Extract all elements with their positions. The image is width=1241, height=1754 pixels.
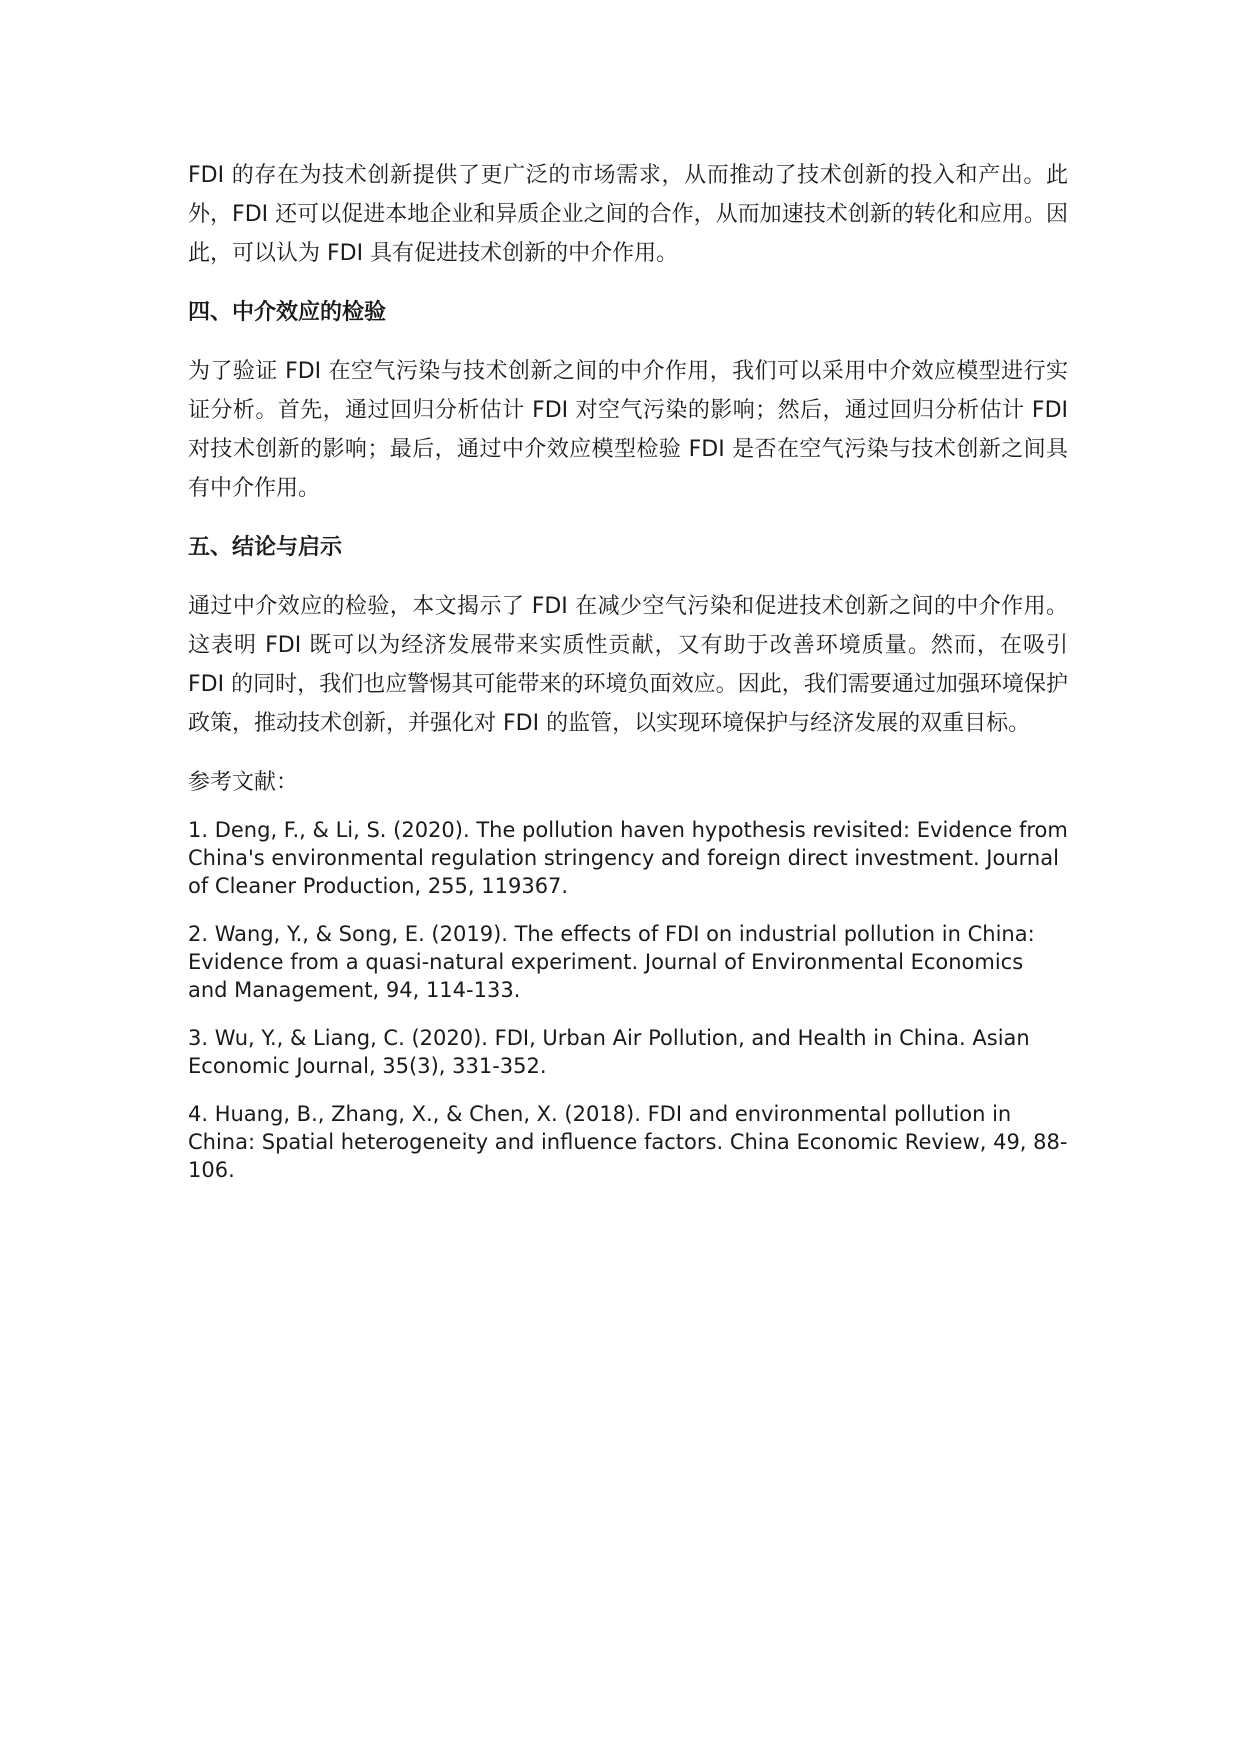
- section-heading-conclusion: 五、结论与启示: [188, 535, 343, 560]
- references-label: 参考文献：: [188, 770, 299, 795]
- body-paragraph-mediation-role: FDI 的存在为技术创新提供了更广泛的市场需求，从而推动了技术创新的投入和产出。此外，FDI 还可以促进本地企业和异质企业之间的合作，从而加速技术创新的转化和应用。因此，可以认为 FDI 具有促进技术创新的中介作用。: [188, 163, 1068, 266]
- references-list: [188, 816, 1068, 1184]
- page-content: [188, 156, 1068, 1204]
- body-paragraph-mediation-model: 为了验证 FDI 在空气污染与技术创新之间的中介作用，我们可以采用中介效应模型进行实证分析。首先，通过回归分析估计 FDI 对空气污染的影响；然后，通过回归分析估计 FDI 对技术创新的影响；最后，通过中介效应模型检验 FDI 是否在空气污染与技术创新之间具有中介作用。: [188, 359, 1068, 501]
- section-heading-mediation-test: 四、中介效应的检验: [188, 300, 387, 325]
- reference-item: 4. Huang, B., Zhang, X., & Chen, X. (2018). FDI and environmental pollution in China: Spatial heterogeneity and influence factors. China Economic Review, 49, 88-106.: [188, 1102, 1068, 1182]
- reference-item: 2. Wang, Y., & Song, E. (2019). The effects of FDI on industrial pollution in China: Evidence from a quasi-natural experiment. Journal of Environmental Economics and Management, 94, 114-133.: [188, 922, 1035, 1002]
- body-paragraph-conclusion: 通过中介效应的检验，本文揭示了 FDI 在减少空气污染和促进技术创新之间的中介作用。这表明 FDI 既可以为经济发展带来实质性贡献，又有助于改善环境质量。然而，在吸引 FDI 的同时，我们也应警惕其可能带来的环境负面效应。因此，我们需要通过加强环境保护政策，推动技术创新，并强化对 FDI 的监管，以实现环境保护与经济发展的双重目标。: [188, 594, 1068, 736]
- reference-item: 1. Deng, F., & Li, S. (2020). The pollution haven hypothesis revisited: Evidence from China's environmental regulation stringency and foreign direct investment. Journal of Cleaner Production, 255, 119367.: [188, 818, 1068, 898]
- reference-item: 3. Wu, Y., & Liang, C. (2020). FDI, Urban Air Pollution, and Health in China. Asian Economic Journal, 35(3), 331-352.: [188, 1026, 1030, 1078]
